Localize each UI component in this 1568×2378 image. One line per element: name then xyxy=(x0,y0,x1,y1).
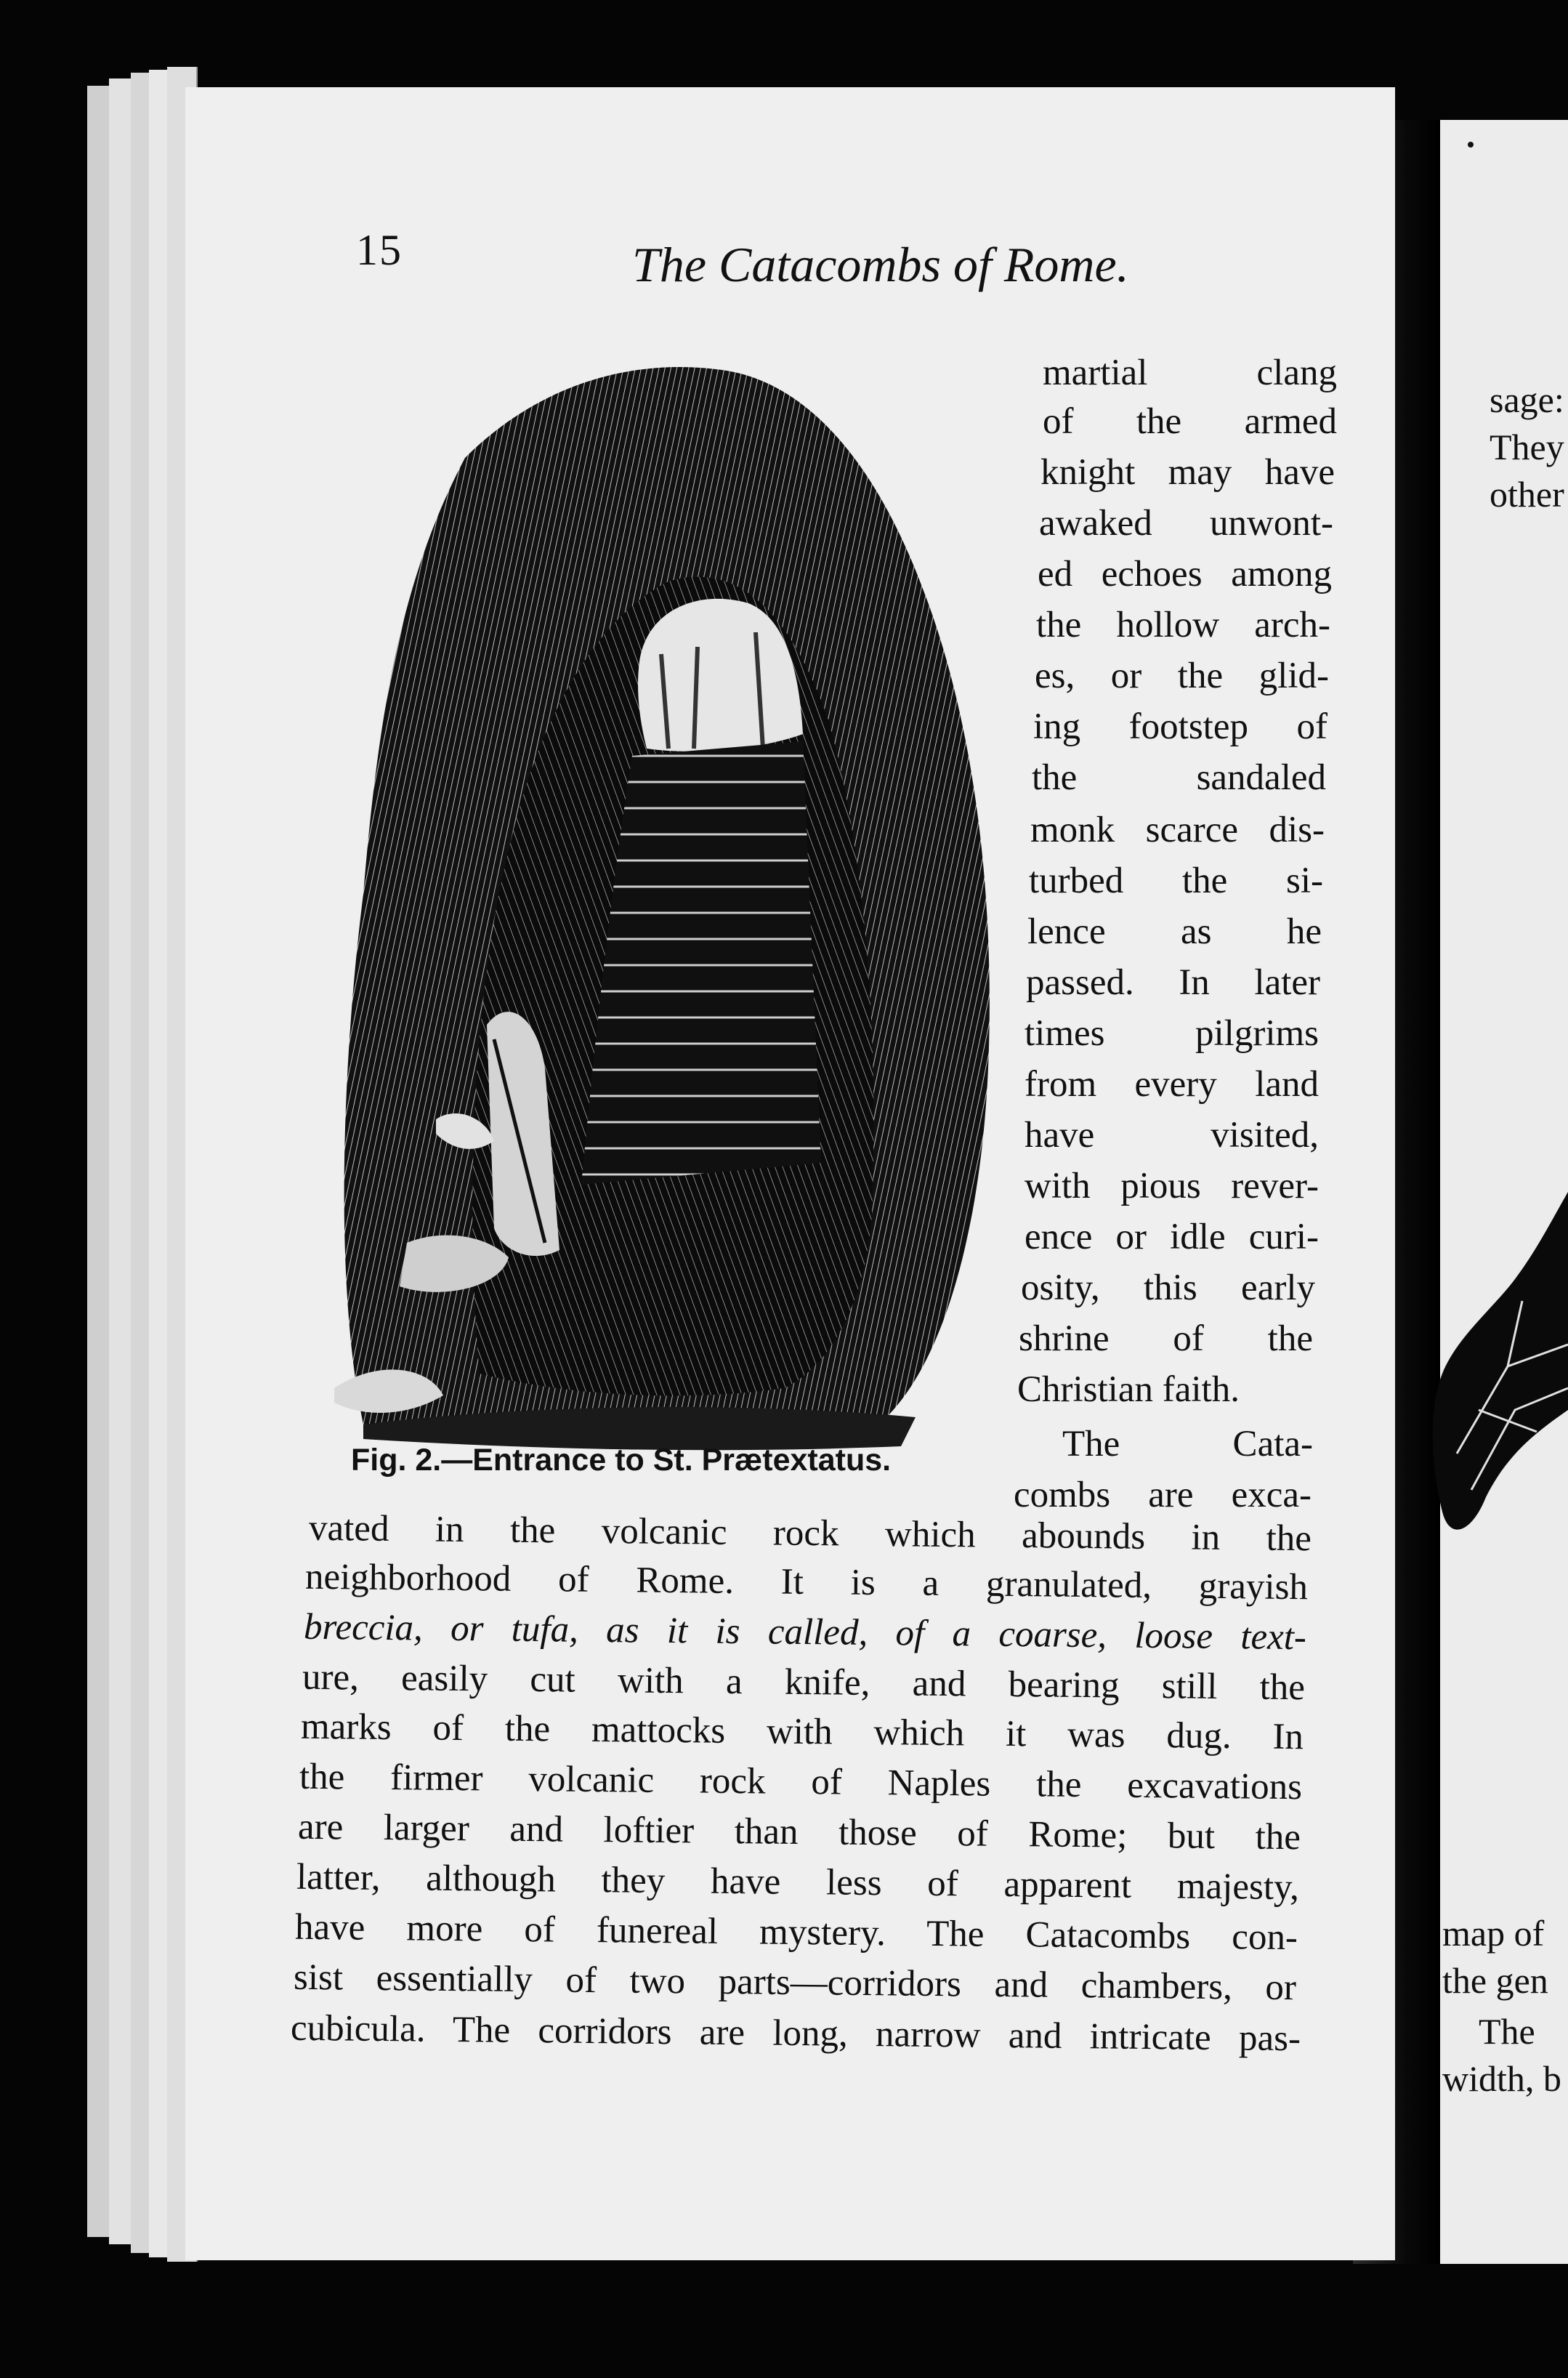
text-line: times pilgrims xyxy=(1025,1013,1319,1054)
text-line: turbed the si- xyxy=(1029,860,1323,901)
figure-caption: Fig. 2.—Entrance to St. Prætextatus. xyxy=(351,1443,892,1478)
text-line: lence as he xyxy=(1027,911,1322,952)
text-line: breccia, or tufa, as it is called, of a coarse, loose text- xyxy=(303,1606,1307,1658)
text-line: ed echoes among xyxy=(1038,554,1332,594)
text-line: The Cata- xyxy=(1062,1424,1313,1464)
scan-speck xyxy=(1468,142,1474,148)
text-line: knight may have xyxy=(1040,452,1335,493)
facing-page-text: map of xyxy=(1442,1913,1545,1954)
text-line: awaked unwont- xyxy=(1039,503,1333,544)
facing-page-text: the gen xyxy=(1442,1960,1548,2001)
facing-page-text: other xyxy=(1490,474,1564,515)
facing-page-text: The xyxy=(1479,2011,1535,2052)
text-line: latter, although they have less of apparent majesty, xyxy=(296,1856,1300,1909)
text-line: ure, easily cut with a knife, and bearing still the xyxy=(302,1656,1306,1709)
page-number: 15 xyxy=(356,226,403,274)
running-head: The Catacombs of Rome. xyxy=(632,237,1129,292)
facing-page-text: They xyxy=(1490,427,1564,467)
text-line: have visited, xyxy=(1025,1115,1319,1156)
text-line: combs are exca- xyxy=(1014,1475,1312,1515)
text-line: are larger and loftier than those of Rome; but the xyxy=(297,1806,1301,1858)
text-line: the firmer volcanic rock of Naples the excavations xyxy=(299,1756,1303,1808)
text-line: ing footstep of xyxy=(1033,706,1327,747)
text-line: es, or the glid- xyxy=(1035,656,1329,696)
text-line: sist essentially of two parts—corridors and chambers, or xyxy=(293,1956,1297,2009)
text-line: monk scarce dis- xyxy=(1030,810,1325,850)
map-fragment xyxy=(1428,1192,1568,1541)
text-line: with pious rever- xyxy=(1025,1166,1319,1206)
text-line: from every land xyxy=(1025,1064,1319,1105)
text-line: neighborhood of Rome. It is a granulated, grayish xyxy=(304,1556,1309,1608)
text-line: the hollow arch- xyxy=(1036,605,1330,645)
text-line: osity, this early xyxy=(1021,1267,1315,1308)
text-line: ence or idle curi- xyxy=(1025,1217,1319,1257)
facing-page-text: sage: xyxy=(1490,379,1564,420)
text-line: marks of the mattocks with which it was dug. In xyxy=(300,1706,1304,1758)
text-line: shrine of the xyxy=(1019,1318,1313,1359)
text-line: cubicula. The corridors are long, narrow and intricate pas- xyxy=(290,2007,1301,2060)
woodcut-illustration xyxy=(320,342,1010,1454)
text-line: have more of funereal mystery. The Catacombs con- xyxy=(294,1906,1298,1959)
text-line: of the armed xyxy=(1043,401,1337,442)
facing-page-text: width, b xyxy=(1442,2058,1561,2099)
text-line: the sandaled xyxy=(1032,757,1326,798)
text-line: passed. In later xyxy=(1026,962,1320,1003)
text-line: vated in the volcanic rock which abounds in the xyxy=(308,1507,1312,1560)
text-line: Christian faith. xyxy=(1017,1369,1240,1410)
text-line: martial clang xyxy=(1043,352,1337,393)
